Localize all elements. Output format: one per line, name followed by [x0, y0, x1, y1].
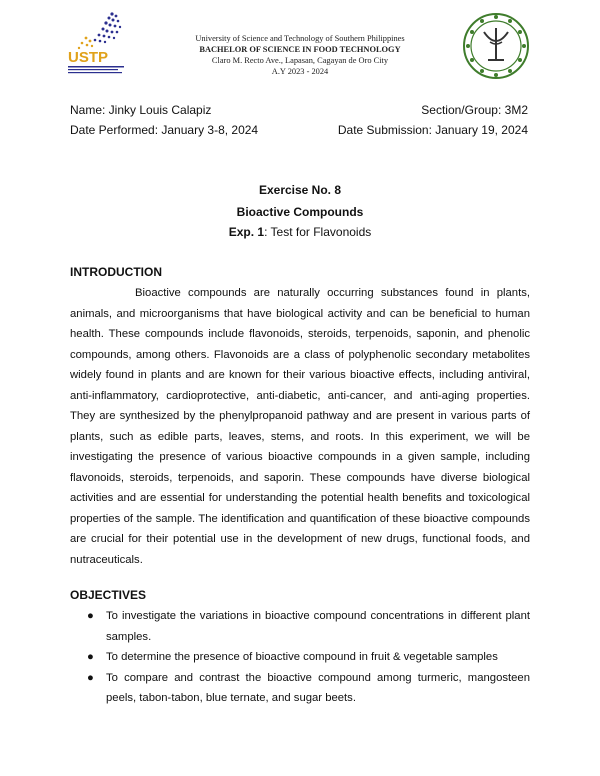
- university-name: University of Science and Technology of Southern Philippines: [195, 34, 405, 43]
- objective-item: [70, 668, 530, 709]
- institution-header: [150, 33, 450, 77]
- experiment-title: [0, 225, 600, 239]
- bullet-icon: ●: [87, 610, 94, 622]
- academic-year: A.Y 2023 - 2024: [271, 67, 329, 76]
- bullet-icon: ●: [87, 671, 94, 684]
- objective-text: To compare and contrast the bioactive compound among turmeric, mangosteen peels, tabon-tabon, blue ternate, and sugar beets.: [106, 671, 530, 704]
- introduction-heading: INTRODUCTION: [70, 265, 162, 279]
- info-row-1: [70, 103, 530, 119]
- department-seal: [462, 12, 530, 80]
- exercise-subject: Bioactive Compounds: [236, 205, 364, 219]
- bullet-icon: ●: [87, 651, 94, 663]
- date-performed: Date Performed: January 3-8, 2024: [70, 123, 259, 137]
- section-group: Section/Group: 3M2: [421, 103, 528, 117]
- ustp-logo-icon: [66, 10, 128, 78]
- info-row-2: [70, 123, 530, 139]
- experiment-label: Exp. 1: [228, 225, 265, 239]
- objectives-list: [70, 606, 530, 709]
- objective-text: To determine the presence of bioactive compound in fruit & vegetable samples: [106, 651, 498, 663]
- date-submission: Date Submission: January 19, 2024: [337, 123, 528, 137]
- ustp-logo: [66, 10, 128, 78]
- experiment-text: : Test for Flavonoids: [264, 225, 372, 239]
- ustp-logo-text: USTP: [68, 49, 109, 66]
- objectives-heading: OBJECTIVES: [70, 588, 147, 602]
- university-address: Claro M. Recto Ave., Lapasan, Cagayan de Oro City: [211, 56, 389, 65]
- introduction-paragraph: Bioactive compounds are naturally occurring substances found in plants, animals, and microorganisms that have biological activity and can be beneficial to human health. These compounds include flavonoids, steroids, terpenoids, saponin, and phenolic compounds, among others. Flavonoids are a class of polyphenolic secondary metabolites widely found in plants and are known for their various bioactive effects, including antiviral, anti-inflammatory, cardioprotective, anti-diabetic, anti-cancer, and anti-aging properties. They are synthesized by the phenylpropanoid pathway and are present in various parts of plants, such as edible parts, leaves, stems, and roots. In this experiment, we will be investigating the presence of various bioactive compounds in a given sample, including flavonoids, steroids, terpenoids, and saporin. These compounds have diverse biological activities and are essential for understanding the potential health benefits and toxicological properties of the sample. The identification and quantification of these bioactive compounds are crucial for their potential use in the development of new drugs, functional foods, and nutraceuticals.: [70, 287, 530, 566]
- department-seal-icon: [462, 12, 530, 80]
- student-name: Name: Jinky Louis Calapiz: [70, 103, 212, 117]
- program-name: BACHELOR OF SCIENCE IN FOOD TECHNOLOGY: [199, 45, 401, 54]
- objective-item: [70, 647, 530, 668]
- exercise-number: Exercise No. 8: [258, 183, 342, 197]
- objective-text: To investigate the variations in bioactive compound concentrations in different plant samples.: [106, 610, 530, 643]
- objective-item: [70, 606, 530, 647]
